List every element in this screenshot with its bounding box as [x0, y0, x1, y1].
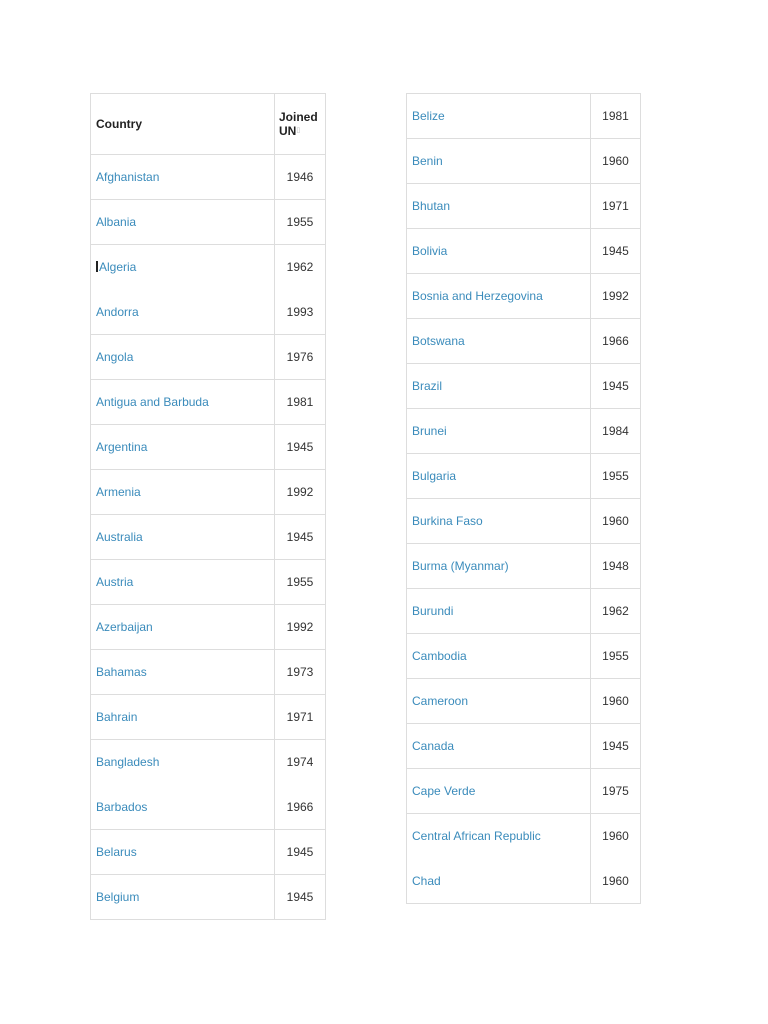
country-link[interactable]: Australia — [96, 530, 143, 544]
table-row — [407, 229, 641, 274]
table-row — [91, 875, 326, 920]
un-members-table-right — [406, 93, 641, 904]
year-joined-cell: 1971 — [591, 184, 641, 229]
country-link[interactable]: Chad — [412, 874, 441, 888]
country-column-header: Country — [91, 94, 275, 155]
country-cell — [407, 229, 591, 274]
table-row — [407, 499, 641, 544]
country-link[interactable]: Angola — [96, 350, 134, 364]
table-row — [407, 364, 641, 409]
country-link[interactable]: Bosnia and Herzegovina — [412, 289, 543, 303]
country-cell — [407, 184, 591, 229]
country-link[interactable]: Belize — [412, 109, 445, 123]
country-cell — [407, 409, 591, 454]
country-cell — [407, 859, 591, 904]
country-cell — [91, 380, 275, 425]
country-link[interactable]: Belarus — [96, 845, 137, 859]
table-row — [91, 200, 326, 245]
table-row — [91, 425, 326, 470]
country-cell — [91, 200, 275, 245]
country-cell — [91, 560, 275, 605]
table-row — [91, 245, 326, 290]
table-row — [91, 650, 326, 695]
country-cell — [91, 650, 275, 695]
country-link[interactable]: Belgium — [96, 890, 140, 904]
country-cell — [91, 155, 275, 200]
table-row — [407, 544, 641, 589]
country-link[interactable]: Bangladesh — [96, 755, 160, 769]
country-link[interactable]: Bhutan — [412, 199, 451, 213]
country-link[interactable]: Burma (Myanmar) — [412, 559, 509, 573]
country-cell — [91, 875, 275, 920]
year-joined-cell: 1966 — [275, 785, 326, 830]
year-joined-cell: 1960 — [591, 859, 641, 904]
country-cell — [407, 499, 591, 544]
table-row — [91, 515, 326, 560]
country-link[interactable]: Central African Republic — [412, 829, 541, 843]
year-joined-cell: 1971 — [275, 695, 326, 740]
year-joined-cell: 1992 — [591, 274, 641, 319]
country-link[interactable]: Antigua and Barbuda — [96, 395, 209, 409]
country-link[interactable]: Azerbaijan — [96, 620, 153, 634]
year-joined-cell: 1945 — [275, 875, 326, 920]
year-joined-cell: 1974 — [275, 740, 326, 785]
year-joined-cell: 1962 — [275, 245, 326, 290]
footnote-marker: ▯ — [296, 127, 301, 134]
country-link[interactable]: Cameroon — [412, 694, 469, 708]
table-row — [91, 380, 326, 425]
text-cursor-icon — [96, 261, 98, 272]
table-row — [407, 769, 641, 814]
year-joined-cell: 1945 — [275, 515, 326, 560]
year-joined-cell: 1960 — [591, 499, 641, 544]
table-row — [91, 290, 326, 335]
table-row — [407, 589, 641, 634]
year-joined-cell: 1973 — [275, 650, 326, 695]
country-link[interactable]: Burundi — [412, 604, 454, 618]
year-joined-cell: 1984 — [591, 409, 641, 454]
year-joined-cell: 1993 — [275, 290, 326, 335]
country-link[interactable]: Bulgaria — [412, 469, 457, 483]
table-row — [91, 785, 326, 830]
country-cell — [91, 695, 275, 740]
table-row — [407, 634, 641, 679]
country-cell — [407, 814, 591, 859]
country-cell — [407, 364, 591, 409]
year-joined-cell: 1955 — [591, 454, 641, 499]
country-link[interactable]: Cape Verde — [412, 784, 476, 798]
country-link[interactable]: Armenia — [96, 485, 141, 499]
table-row — [91, 560, 326, 605]
country-cell — [91, 740, 275, 785]
country-cell — [91, 425, 275, 470]
table-row — [407, 94, 641, 139]
year-joined-cell: 1960 — [591, 139, 641, 184]
year-joined-cell: 1976 — [275, 335, 326, 380]
table-row — [407, 679, 641, 724]
table-row — [407, 859, 641, 904]
table-row — [91, 740, 326, 785]
country-cell — [407, 454, 591, 499]
country-link[interactable]: Afghanistan — [96, 170, 160, 184]
country-cell — [407, 724, 591, 769]
year-joined-cell: 1945 — [591, 229, 641, 274]
table-row — [91, 335, 326, 380]
country-link[interactable]: Albania — [96, 215, 137, 229]
country-cell — [407, 634, 591, 679]
country-link[interactable]: Cambodia — [412, 649, 467, 663]
year-joined-cell: 1955 — [275, 200, 326, 245]
country-cell — [91, 515, 275, 560]
country-cell — [407, 319, 591, 364]
year-joined-cell: 1992 — [275, 470, 326, 515]
year-joined-cell: 1948 — [591, 544, 641, 589]
country-cell — [91, 290, 275, 335]
country-link[interactable]: Barbados — [96, 800, 148, 814]
table-row — [91, 695, 326, 740]
country-link[interactable]: Austria — [96, 575, 134, 589]
country-link[interactable]: Andorra — [96, 305, 139, 319]
table-row — [91, 605, 326, 650]
table-row — [407, 814, 641, 859]
table-row — [407, 724, 641, 769]
year-joined-cell: 1962 — [591, 589, 641, 634]
country-cell — [91, 830, 275, 875]
country-link[interactable]: Argentina — [96, 440, 148, 454]
country-cell — [407, 769, 591, 814]
country-link[interactable]: Brunei — [412, 424, 447, 438]
country-link[interactable]: Bahrain — [96, 710, 138, 724]
year-joined-cell: 1992 — [275, 605, 326, 650]
country-link[interactable]: Brazil — [412, 379, 443, 393]
country-cell — [91, 470, 275, 515]
joined-header-line2: UN — [279, 124, 297, 138]
joined-header-line1: Joined — [279, 110, 318, 124]
country-link[interactable]: Benin — [412, 154, 443, 168]
table-row — [407, 409, 641, 454]
country-link[interactable]: Burkina Faso — [412, 514, 483, 528]
year-joined-cell: 1945 — [275, 830, 326, 875]
year-joined-cell: 1945 — [591, 724, 641, 769]
table-row — [91, 155, 326, 200]
country-link[interactable]: Algeria — [99, 260, 137, 274]
country-link[interactable]: Bolivia — [412, 244, 448, 258]
table-row — [91, 470, 326, 515]
country-link[interactable]: Bahamas — [96, 665, 147, 679]
year-joined-cell: 1960 — [591, 679, 641, 724]
country-cell — [91, 245, 275, 290]
table-row — [407, 274, 641, 319]
table-row — [407, 454, 641, 499]
year-joined-cell: 1955 — [275, 560, 326, 605]
country-cell — [407, 274, 591, 319]
year-joined-cell: 1981 — [591, 94, 641, 139]
year-joined-cell: 1960 — [591, 814, 641, 859]
year-joined-cell: 1946 — [275, 155, 326, 200]
country-cell — [407, 679, 591, 724]
year-joined-cell: 1966 — [591, 319, 641, 364]
un-members-table-left — [90, 93, 326, 920]
year-joined-cell: 1975 — [591, 769, 641, 814]
country-cell — [91, 335, 275, 380]
country-cell — [407, 544, 591, 589]
country-link[interactable]: Botswana — [412, 334, 465, 348]
table-row — [407, 139, 641, 184]
country-cell — [407, 589, 591, 634]
table-header-row — [91, 94, 326, 155]
country-link[interactable]: Canada — [412, 739, 455, 753]
table-row — [407, 184, 641, 229]
year-joined-cell: 1945 — [591, 364, 641, 409]
year-joined-cell: 1945 — [275, 425, 326, 470]
country-cell — [407, 94, 591, 139]
table-row — [91, 830, 326, 875]
joined-un-column-header — [275, 94, 326, 155]
year-joined-cell: 1981 — [275, 380, 326, 425]
country-cell — [91, 605, 275, 650]
year-joined-cell: 1955 — [591, 634, 641, 679]
country-cell — [407, 139, 591, 184]
country-cell — [91, 785, 275, 830]
table-row — [407, 319, 641, 364]
